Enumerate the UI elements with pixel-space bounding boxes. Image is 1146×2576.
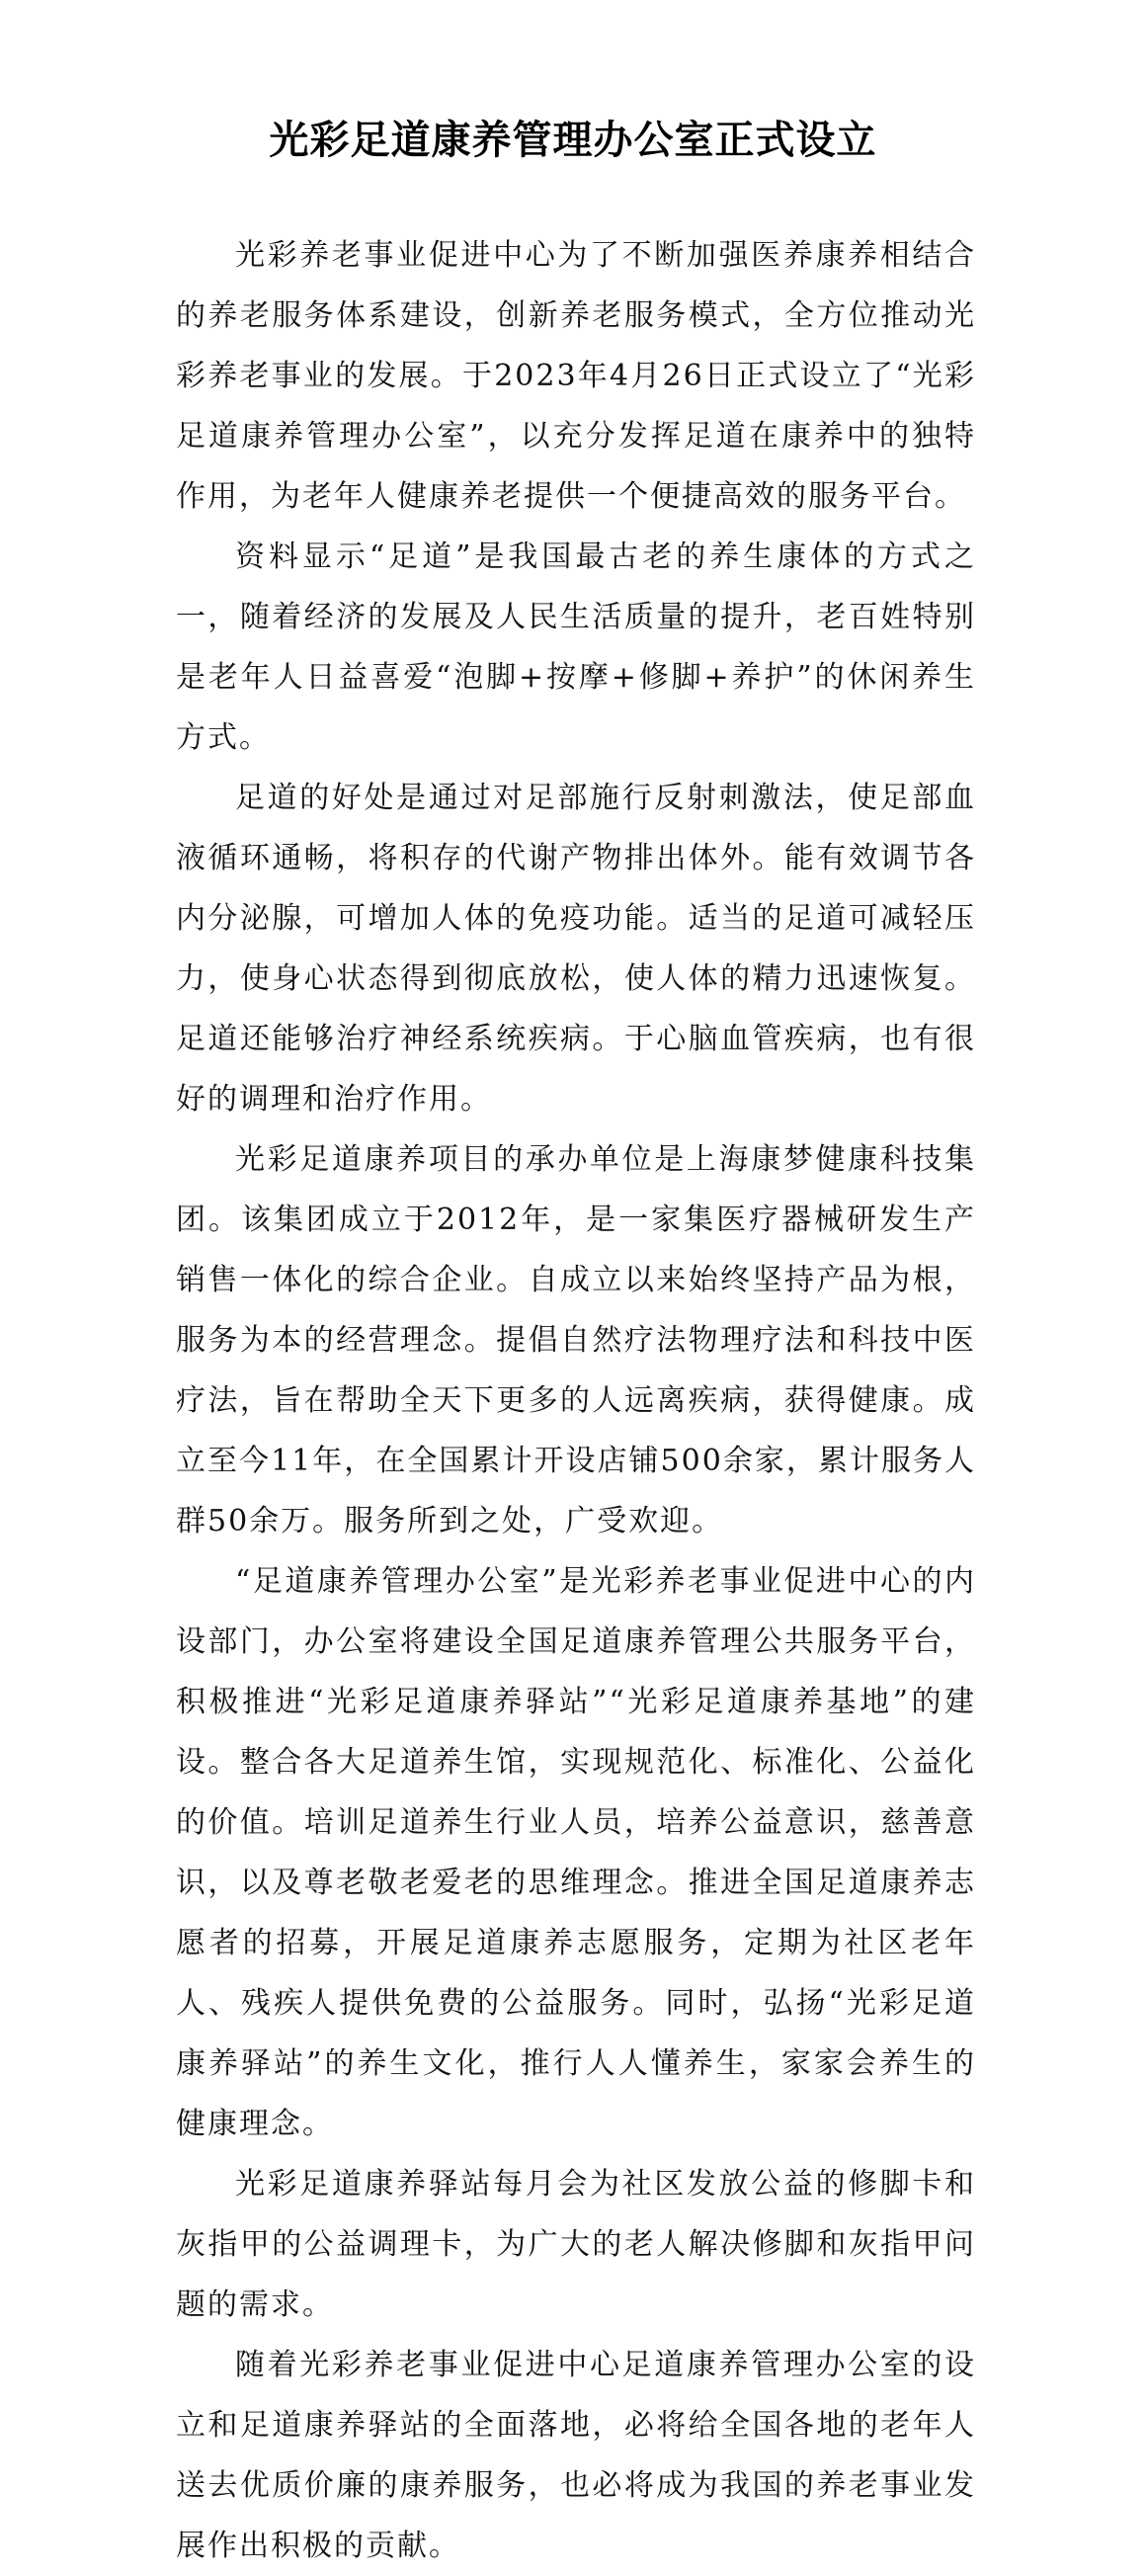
paragraph-intro: 光彩养老事业促进中心为了不断加强医养康养相结合的养老服务体系建设，创新养老服务模式，全方位推动光彩养老事业的发展。于2023年4月26日正式设立了“光彩足道康养管理办公室”，以充分发挥足道在康养中的独特作用，为老年人健康养老提供一个便捷高效的服务平台。 [176,238,976,514]
document-body [176,225,976,2576]
document-title: 光彩足道康养管理办公室正式设立 [269,118,877,163]
paragraph-history: 资料显示“足道”是我国最古老的养生康体的方式之一，随着经济的发展及人民生活质量的提升，老百姓特别是老年人日益喜爱“泡脚+按摩+修脚+养护”的休闲养生方式。 [176,540,976,755]
paragraph-organizer: 光彩足道康养项目的承办单位是上海康梦健康科技集团。该集团成立于2012年，是一家集医疗器械研发生产销售一体化的综合企业。自成立以来始终坚持产品为根，服务为本的经营理念。提倡自然疗法物理疗法和科技中医疗法，旨在帮助全天下更多的人远离疾病，获得健康。成立至今11年，在全国累计开设店铺500余家，累计服务人群50余万。服务所到之处，广受欢迎。 [176,1142,976,1538]
paragraph-conclusion: 随着光彩养老事业促进中心足道康养管理办公室的设立和足道康养驿站的全面落地，必将给全国各地的老年人送去优质价廉的康养服务，也必将成为我国的养老事业发展作出积极的贡献。 [176,2348,976,2563]
paragraph-station-service: 光彩足道康养驿站每月会为社区发放公益的修脚卡和灰指甲的公益调理卡，为广大的老人解决修脚和灰指甲问题的需求。 [176,2167,976,2322]
paragraph-benefits: 足道的好处是通过对足部施行反射刺激法，使足部血液循环通畅，将积存的代谢产物排出体外。能有效调节各内分泌腺，可增加人体的免疫功能。适当的足道可减轻压力，使身心状态得到彻底放松，使人体的精力迅速恢复。足道还能够治疗神经系统疾病。于心脑血管疾病，也有很好的调理和治疗作用。 [176,781,976,1117]
paragraph-office-role: “足道康养管理办公室”是光彩养老事业促进中心的内设部门，办公室将建设全国足道康养管理公共服务平台，积极推进“光彩足道康养驿站”“光彩足道康养基地”的建设。整合各大足道养生馆，实现规范化、标准化、公益化的价值。培训足道养生行业人员，培养公益意识，慈善意识，以及尊老敬老爱老的思维理念。推进全国足道康养志愿者的招募，开展足道康养志愿服务，定期为社区老年人、残疾人提供免费的公益服务。同时，弘扬“光彩足道康养驿站”的养生文化，推行人人懂养生，家家会养生的健康理念。 [176,1564,976,2141]
